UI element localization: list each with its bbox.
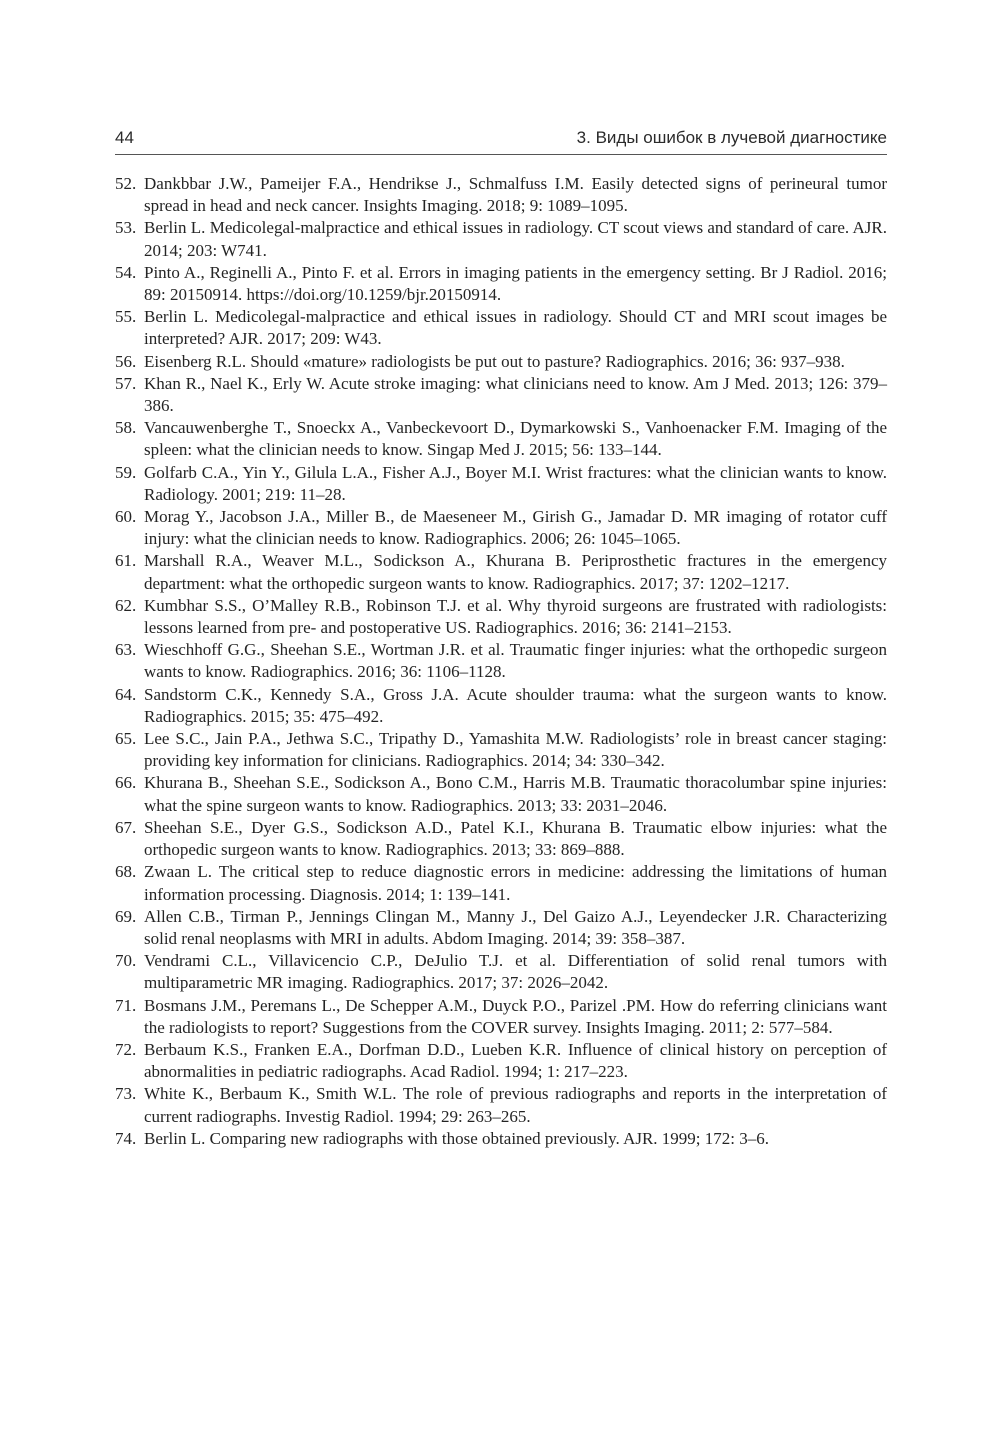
reference-number: 55.: [115, 307, 137, 327]
reference-item: [115, 1128, 887, 1150]
reference-number: 70.: [115, 951, 137, 971]
reference-item: [115, 1083, 887, 1127]
reference-text: Lee S.C., Jain P.A., Jethwa S.C., Tripathy D., Yamashita M.W. Radiologists’ role in breast cancer staging: providing key information for clinicians. Radiographics. 2014; 34: 330–342.: [144, 729, 887, 771]
reference-text: Khan R., Nael K., Erly W. Acute stroke imaging: what clinicians need to know. Am J Med. 2013; 126: 379–386.: [144, 373, 887, 416]
reference-text: Wieschhoff G.G., Sheehan S.E., Wortman J.R. et al. Traumatic finger injuries: what the orthopedic surgeon wants to know. Radiographics. 2016; 36: 1106–1128.: [144, 640, 887, 682]
reference-item: [115, 772, 887, 816]
reference-number: 60.: [115, 507, 137, 527]
reference-text: White K., Berbaum K., Smith W.L. The role of previous radiographs and reports in the interpretation of current radiographs. Investig Radiol. 1994; 29: 263–265.: [144, 1084, 887, 1126]
reference-text: Khurana B., Sheehan S.E., Sodickson A., Bono C.M., Harris M.B. Traumatic thoracolumbar spine injuries: what the spine surgeon wants to know. Radiographics. 2013; 33: 2031–2046.: [144, 773, 887, 815]
reference-text: Morag Y., Jacobson J.A., Miller B., de Maeseneer M., Girish G., Jamadar D. MR imaging of rotator cuff injury: what the clinician needs to know. Radiographics. 2006; 26: 1045–1065.: [144, 507, 887, 549]
reference-text: Vendrami C.L., Villavicencio C.P., DeJulio T.J. et al. Differentiation of solid renal tumors with multiparametric MR imaging. Radiographics. 2017; 37: 2026–2042.: [144, 951, 887, 993]
reference-item: [115, 906, 887, 950]
reference-text: Marshall R.A., Weaver M.L., Sodickson A., Khurana B. Periprosthetic fractures in the emergency department: what the orthopedic surgeon wants to know. Radiographics. 2017; 37: 1202–1217.: [144, 551, 887, 593]
reference-number: 66.: [115, 773, 137, 793]
reference-number: 58.: [115, 418, 137, 438]
reference-number: 56.: [115, 351, 137, 371]
reference-number: 63.: [115, 640, 137, 660]
reference-number: 71.: [115, 995, 137, 1015]
reference-number: 54.: [115, 262, 137, 282]
reference-number: 69.: [115, 906, 137, 926]
reference-item: [115, 373, 887, 417]
reference-item: [115, 173, 887, 217]
reference-number: 65.: [115, 729, 137, 749]
reference-text: Bosmans J.M., Peremans L., De Schepper A.M., Duyck P.O., Parizel .PM. How do referring clinicians want the radiologists to report? Suggestions from the COVER survey. Insights Imaging. 2011; 2: 577–584.: [144, 995, 887, 1037]
reference-item: [115, 462, 887, 506]
reference-item: [115, 817, 887, 861]
reference-text: Vancauwenberghe T., Snoeckx A., Vanbeckevoort D., Dymarkowski S., Vanhoenacker F.M. Imaging of the spleen: what the clinician needs to know. Singap Med J. 2015; 56: 133–144.: [144, 418, 887, 460]
reference-text: Berbaum K.S., Franken E.A., Dorfman D.D., Lueben K.R. Influence of clinical history on perception of abnormalities in pediatric radiographs. Acad Radiol. 1994; 1: 217–223.: [144, 1039, 887, 1082]
reference-text: Eisenberg R.L. Should «mature» radiologists be put out to pasture? Radiographics. 2016; 36: 937–938.: [144, 351, 845, 371]
reference-item: [115, 1039, 887, 1083]
reference-number: 67.: [115, 817, 137, 837]
reference-text: Sheehan S.E., Dyer G.S., Sodickson A.D., Patel K.I., Khurana B. Traumatic elbow injuries: what the orthopedic surgeon wants to know. Radiographics. 2013; 33: 869–888.: [144, 817, 887, 860]
reference-text: Zwaan L. The critical step to reduce diagnostic errors in medicine: addressing the limitations of human information processing. Diagnosis. 2014; 1: 139–141.: [144, 862, 887, 904]
reference-item: [115, 639, 887, 683]
reference-number: 61.: [115, 551, 137, 571]
reference-number: 52.: [115, 174, 137, 193]
reference-text: Berlin L. Medicolegal-malpractice and ethical issues in radiology. CT scout views and standard of care. AJR. 2014; 203: W741.: [144, 218, 887, 260]
reference-item: [115, 351, 887, 373]
reference-text: Allen C.B., Tirman P., Jennings Clingan M., Manny J., Del Gaizo A.J., Leyendecker J.R. Characterizing solid renal neoplasms with MRI in adults. Abdom Imaging. 2014; 39: 358–387.: [144, 906, 887, 948]
reference-number: 72.: [115, 1039, 137, 1059]
reference-number: 68.: [115, 862, 137, 882]
reference-item: [115, 550, 887, 594]
reference-item: [115, 995, 887, 1039]
reference-item: [115, 217, 887, 261]
reference-text: Dankbbar J.W., Pameijer F.A., Hendrikse J., Schmalfuss I.M. Easily detected signs of perineural tumor spread in head and neck cancer. Insights Imaging. 2018; 9: 1089–1095.: [144, 174, 887, 216]
reference-text: Berlin L. Comparing new radiographs with those obtained previously. AJR. 1999; 172: 3–6.: [144, 1128, 769, 1148]
reference-number: 53.: [115, 218, 137, 238]
chapter-title: 3. Виды ошибок в лучевой диагностике: [576, 128, 887, 147]
reference-item: [115, 306, 887, 350]
reference-number: 73.: [115, 1084, 137, 1104]
reference-item: [115, 728, 887, 772]
reference-number: 59.: [115, 462, 137, 482]
reference-item: [115, 684, 887, 728]
reference-number: 74.: [115, 1128, 137, 1148]
reference-list: [115, 173, 887, 1150]
page-number: 44: [115, 128, 134, 147]
reference-number: 62.: [115, 595, 137, 615]
reference-number: 64.: [115, 684, 137, 704]
reference-item: [115, 417, 887, 461]
page-header: [115, 124, 887, 155]
reference-text: Berlin L. Medicolegal-malpractice and ethical issues in radiology. Should CT and MRI scout images be interpreted? AJR. 2017; 209: W43.: [144, 307, 887, 349]
reference-item: [115, 595, 887, 639]
reference-number: 57.: [115, 373, 137, 393]
reference-item: [115, 262, 887, 306]
reference-item: [115, 861, 887, 905]
reference-item: [115, 506, 887, 550]
reference-text: Sandstorm C.K., Kennedy S.A., Gross J.A. Acute shoulder trauma: what the surgeon wants to know. Radiographics. 2015; 35: 475–492.: [144, 684, 887, 726]
reference-text: Pinto A., Reginelli A., Pinto F. et al. Errors in imaging patients in the emergency setting. Br J Radiol. 2016; 89: 20150914. https://doi.org/10.1259/bjr.20150914.: [144, 262, 887, 305]
reference-item: [115, 950, 887, 994]
reference-text: Golfarb C.A., Yin Y., Gilula L.A., Fisher A.J., Boyer M.I. Wrist fractures: what the clinician wants to know. Radiology. 2001; 219: 11–28.: [144, 462, 887, 504]
reference-text: Kumbhar S.S., O’Malley R.B., Robinson T.J. et al. Why thyroid surgeons are frustrated with radiologists: lessons learned from pre- and postoperative US. Radiographics. 2016; 36: 2141–2153.: [144, 595, 887, 638]
